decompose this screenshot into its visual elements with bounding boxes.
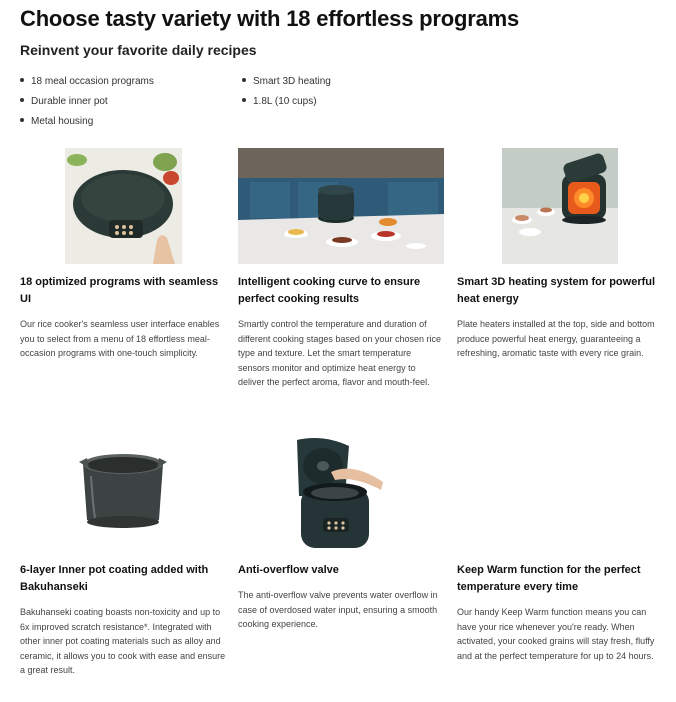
kitchen-scene-illustration: [238, 148, 444, 264]
card-title: 18 optimized programs with seamless UI: [20, 276, 219, 305]
feature-item: 18 meal occasion programs: [20, 76, 154, 87]
product-image-heating: [502, 148, 618, 264]
inner-pot-illustration: [65, 436, 181, 552]
card-description: Smartly control the temperature and duration of different cooking stages based on your chosen rice type and texture. Let the smart temperature sensors monitor and optimize heat energy to deliver the perfect aroma, flavor and mouth-feel.: [238, 319, 441, 388]
card-title: Anti-overflow valve: [238, 564, 339, 576]
card-description: Our rice cooker's seamless user interface enables you to select from a menu of 18 effortless meal-occasion programs with one-touch simplicity.: [20, 319, 220, 359]
product-image-open-lid: [283, 436, 399, 552]
card-title: Smart 3D heating system for powerful heat energy: [457, 276, 656, 305]
product-image-control-panel: [65, 148, 182, 264]
page-title: Choose tasty variety with 18 effortless programs: [20, 6, 520, 31]
card-description: Plate heaters installed at the top, side and bottom produce powerful heat energy, guaranteeing a refreshing, aromatic taste with every rice grain.: [457, 319, 655, 359]
card-title: Intelligent cooking curve to ensure perfect cooking results: [238, 276, 421, 305]
card-description: The anti-overflow valve prevents water overflow in case of overdosed water input, ensuring a smooth cooking experience.: [238, 590, 438, 630]
product-image-inner-pot: [65, 436, 181, 552]
open-cooker-illustration: [283, 436, 399, 552]
card-title: Keep Warm function for the perfect temperature every time: [457, 564, 641, 593]
feature-item: Durable inner pot: [20, 96, 108, 107]
card-description: Our handy Keep Warm function means you can have your rice whenever you're ready. When activated, your cooked grains will stay fresh, fluffy and at the perfect temperature for up to 24 hours.: [457, 607, 655, 661]
rice-cooker-top-illustration: [65, 148, 182, 264]
feature-item: 1.8L (10 cups): [242, 96, 317, 107]
product-image-kitchen: [238, 148, 444, 264]
heating-system-illustration: [502, 148, 618, 264]
page-subtitle: Reinvent your favorite daily recipes: [20, 42, 257, 58]
feature-item: Smart 3D heating: [242, 76, 331, 87]
card-description: Bakuhanseki coating boasts non-toxicity and up to 6x improved scratch resistance*. Integrated with other inner pot coating materials such as alloy and ceramic, it allows you to cook with ease and ensure a great result.: [20, 607, 226, 676]
feature-item: Metal housing: [20, 116, 93, 127]
card-title: 6-layer Inner pot coating added with Bakuhanseki: [20, 564, 209, 593]
